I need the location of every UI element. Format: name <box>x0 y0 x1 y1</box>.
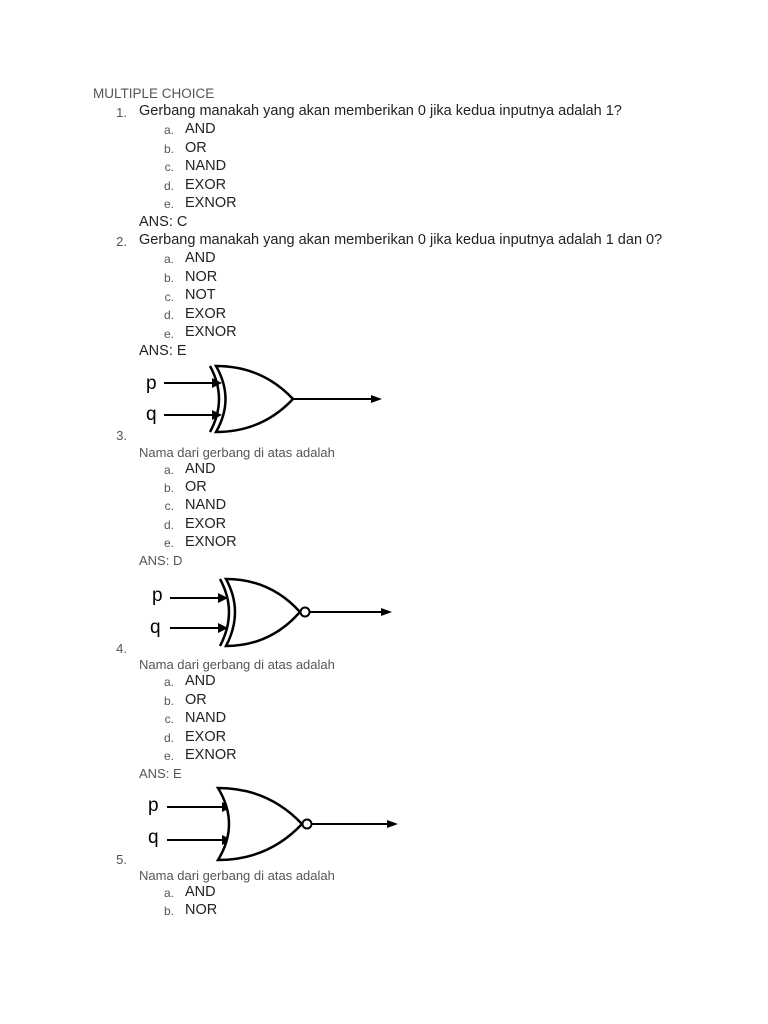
option-text: AND <box>185 461 216 477</box>
option-letter: c. <box>164 712 174 726</box>
option-letter: c. <box>164 499 174 513</box>
output-arrow <box>381 608 392 616</box>
question-number: 3. <box>116 428 127 443</box>
option-letter: e. <box>163 197 174 211</box>
option-text: NOT <box>185 287 216 303</box>
option-letter: e. <box>163 327 174 341</box>
nor-gate-diagram <box>140 786 408 864</box>
option-text: EXOR <box>185 516 227 532</box>
question-text: Nama dari gerbang di atas adalah <box>139 868 335 883</box>
question-number: 1. <box>116 105 127 120</box>
option-letter: b. <box>163 481 174 495</box>
option-text: NAND <box>185 497 227 513</box>
option-text: AND <box>185 884 216 900</box>
xnor-input-curve <box>220 579 229 646</box>
option-letter: d. <box>163 308 174 322</box>
answer-text: ANS: E <box>139 343 187 359</box>
option-letter: d. <box>163 518 174 532</box>
question-number: 2. <box>116 234 127 249</box>
option-letter: a. <box>163 886 174 900</box>
question-text: Gerbang manakah yang akan memberikan 0 jika kedua inputnya adalah 1? <box>139 103 622 119</box>
document-heading: MULTIPLE CHOICE <box>93 86 215 101</box>
option-text: NOR <box>185 269 218 285</box>
output-arrow <box>371 395 382 403</box>
option-letter: b. <box>163 694 174 708</box>
gate-body <box>216 366 293 432</box>
option-text: AND <box>185 250 216 266</box>
question-text: Gerbang manakah yang akan memberikan 0 jika kedua inputnya adalah 1 dan 0? <box>139 232 663 248</box>
xnor-gate-diagram <box>140 574 400 652</box>
gate-body <box>226 579 300 646</box>
option-text: EXNOR <box>185 534 237 550</box>
question-text: Nama dari gerbang di atas adalah <box>139 657 335 672</box>
answer-text: ANS: D <box>139 553 183 568</box>
option-text: AND <box>185 121 216 137</box>
question-number: 5. <box>116 852 127 867</box>
option-text: NAND <box>185 710 227 726</box>
question-number: 4. <box>116 641 127 656</box>
xor-input-curve <box>210 366 219 432</box>
gate-body <box>218 788 302 860</box>
option-letter: b. <box>163 142 174 156</box>
option-letter: d. <box>163 731 174 745</box>
option-letter: b. <box>163 271 174 285</box>
input-p-label: p <box>146 373 157 394</box>
option-letter: e. <box>163 536 174 550</box>
option-text: EXOR <box>185 177 227 193</box>
option-letter: a. <box>163 675 174 689</box>
option-letter: e. <box>163 749 174 763</box>
option-text: NAND <box>185 158 227 174</box>
option-text: OR <box>185 692 207 708</box>
option-text: EXNOR <box>185 324 237 340</box>
option-text: OR <box>185 479 207 495</box>
option-letter: a. <box>163 123 174 137</box>
option-text: OR <box>185 140 207 156</box>
input-q-label: q <box>150 617 161 638</box>
inversion-bubble <box>303 820 312 829</box>
option-letter: a. <box>163 252 174 266</box>
inversion-bubble <box>301 608 310 617</box>
option-text: EXOR <box>185 306 227 322</box>
option-letter: d. <box>163 179 174 193</box>
answer-text: ANS: C <box>139 214 188 230</box>
output-arrow <box>387 820 398 828</box>
option-letter: a. <box>163 463 174 477</box>
input-q-label: q <box>148 827 159 848</box>
option-text: EXNOR <box>185 195 237 211</box>
input-p-label: p <box>148 795 159 816</box>
xor-gate-diagram <box>140 362 390 440</box>
option-text: EXNOR <box>185 747 237 763</box>
input-q-label: q <box>146 404 157 425</box>
input-p-label: p <box>152 585 163 606</box>
option-text: EXOR <box>185 729 227 745</box>
answer-text: ANS: E <box>139 766 182 781</box>
question-text: Nama dari gerbang di atas adalah <box>139 445 335 460</box>
option-text: NOR <box>185 902 218 918</box>
option-letter: c. <box>164 160 174 174</box>
option-letter: b. <box>163 904 174 918</box>
option-text: AND <box>185 673 216 689</box>
option-letter: c. <box>164 290 174 304</box>
